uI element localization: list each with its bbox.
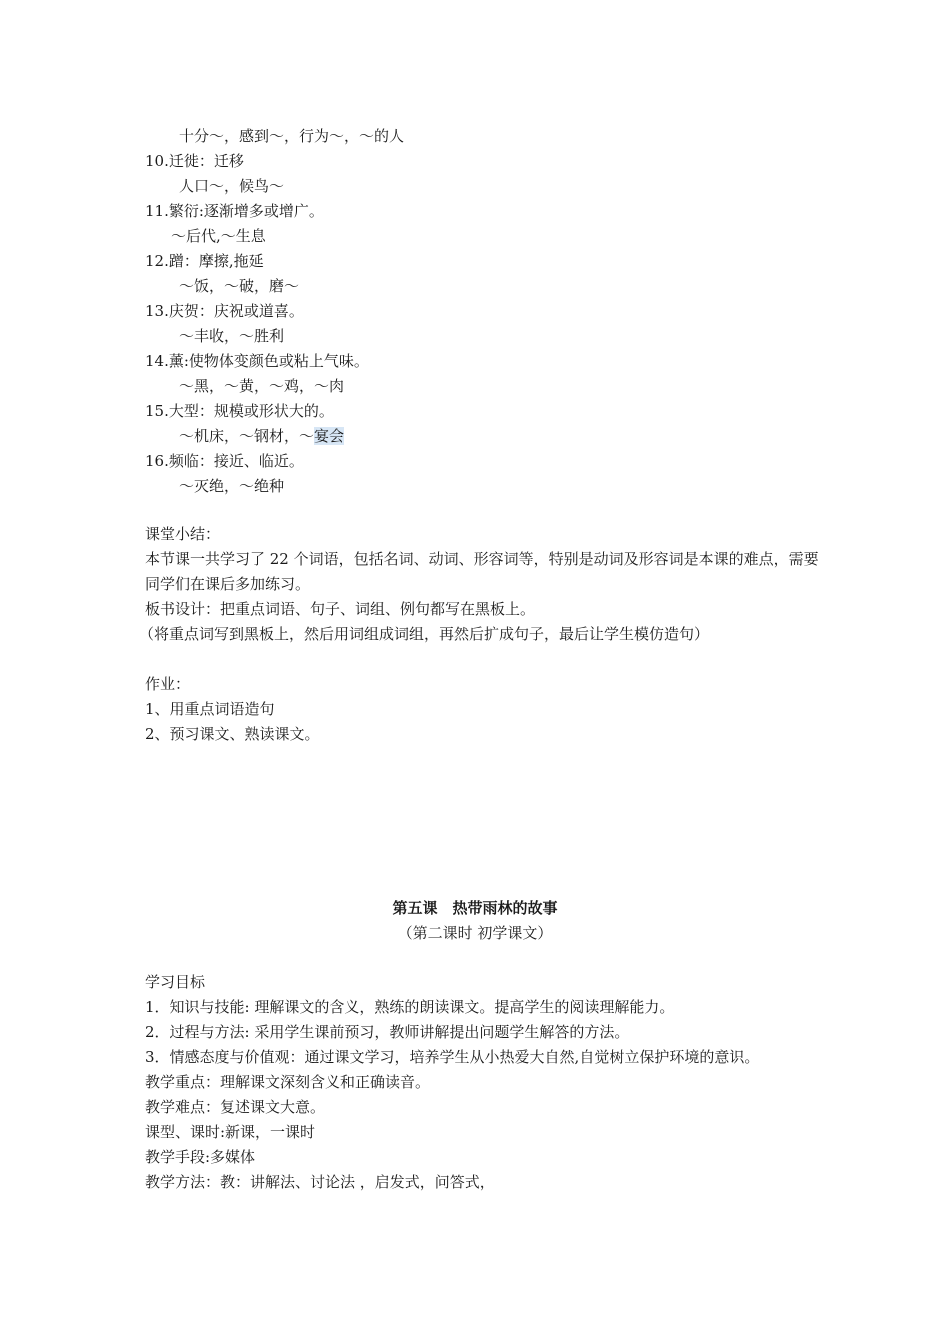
teaching-focus: 教学重点：理解课文深刻含义和正确读音。 bbox=[145, 1073, 431, 1091]
vocab-entry: 14.薰:使物体变颜色或粘上气味。 bbox=[145, 352, 369, 370]
example-line: ～后代,～生息 bbox=[171, 227, 266, 245]
board-design-line: 板书设计：把重点词语、句子、词组、例句都写在黑板上。 bbox=[145, 600, 536, 618]
example-line bbox=[145, 424, 825, 449]
vocab-entry: 12.蹭：摩擦,拖延 bbox=[145, 252, 264, 270]
vocab-entry: 16.频临：接近、临近。 bbox=[145, 452, 304, 470]
homework-heading: 作业： bbox=[145, 675, 191, 693]
homework-item: 1、用重点词语造句 bbox=[145, 700, 275, 718]
teaching-media: 教学手段:多媒体 bbox=[145, 1148, 256, 1166]
teaching-difficulty: 教学难点：复述课文大意。 bbox=[145, 1098, 326, 1116]
vocab-entry: 10.迁徙：迁移 bbox=[145, 152, 244, 170]
example-line: ～黑，～黄，～鸡，～肉 bbox=[179, 377, 345, 395]
goal-item: 3．情感态度与价值观：通过课文学习，培养学生从小热爱大自然,自觉树立保护环境的意识。 bbox=[145, 1048, 760, 1066]
vocab-entry: 11.繁衍:逐渐增多或增广。 bbox=[145, 202, 324, 220]
lesson-title: 第五课 热带雨林的故事 bbox=[392, 899, 558, 917]
goal-item: 2．过程与方法: 采用学生课前预习，教师讲解提出问题学生解答的方法。 bbox=[145, 1023, 630, 1041]
example-text: ～机床，～钢材，～ bbox=[179, 427, 315, 445]
teaching-method: 教学方法：教：讲解法、讨论法 ，启发式，问答式， bbox=[145, 1173, 495, 1191]
board-note-line: （将重点词写到黑板上，然后用词组成词组，再然后扩成句子，最后让学生模仿造句） bbox=[139, 625, 710, 643]
goal-heading: 学习目标 bbox=[145, 973, 206, 991]
homework-item: 2、预习课文、熟读课文。 bbox=[145, 725, 320, 743]
vocab-entry: 13.庆贺：庆祝或道喜。 bbox=[145, 302, 304, 320]
goal-item: 1．知识与技能: 理解课文的含义，熟练的朗读课文。提高学生的阅读理解能力。 bbox=[145, 998, 675, 1016]
summary-heading: 课堂小结： bbox=[145, 525, 221, 543]
class-summary bbox=[139, 522, 825, 747]
example-line: ～丰收，～胜利 bbox=[179, 327, 285, 345]
example-line: ～灭绝，～绝种 bbox=[179, 477, 285, 495]
vocabulary-list bbox=[145, 124, 825, 499]
example-line: 人口～，候鸟～ bbox=[179, 177, 285, 195]
vocab-entry: 15.大型：规模或形状大的。 bbox=[145, 402, 334, 420]
lesson-type: 课型、课时:新课，一课时 bbox=[145, 1123, 316, 1141]
example-line: ～饭，～破，磨～ bbox=[179, 277, 300, 295]
example-line: 十分～，感到～，行为～，～的人 bbox=[179, 127, 405, 145]
lesson-subtitle: （第二课时 初学课文） bbox=[397, 924, 553, 942]
selected-text-highlight[interactable]: 宴会 bbox=[314, 427, 345, 445]
summary-paragraph: 本节课一共学习了 22 个词语，包括名词、动词、形容词等，特别是动词及形容词是本课的难点，需要同学们在课后多加练习。 bbox=[145, 550, 819, 593]
lesson-objectives bbox=[145, 970, 825, 1195]
